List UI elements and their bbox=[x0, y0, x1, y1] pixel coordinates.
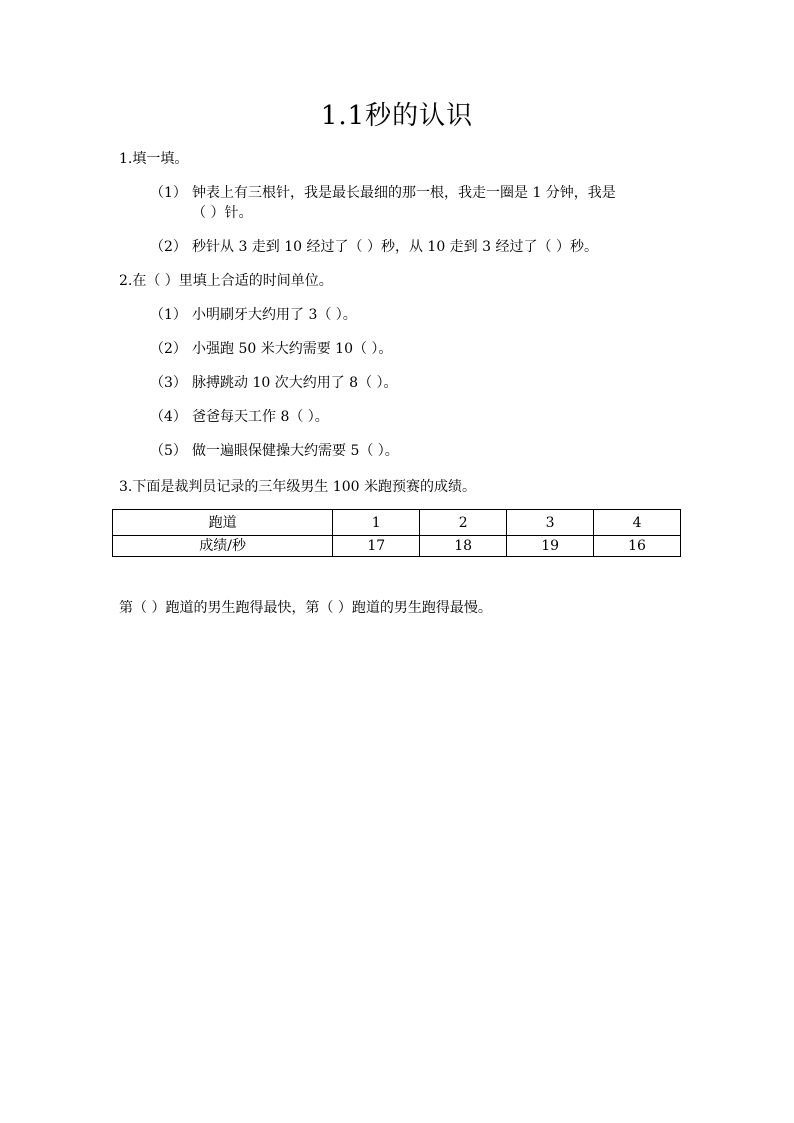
q2-item-3-text: 脉搏跳动 10 次大约用了 8（ ）。 bbox=[192, 375, 398, 391]
q2-item-3-number: （3） bbox=[150, 375, 187, 391]
table-cell: 1 bbox=[333, 510, 420, 536]
q1-heading: 1.填一填。 bbox=[119, 151, 189, 167]
table-cell: 18 bbox=[420, 536, 507, 557]
q1-item-1-text-line1: 钟表上有三根针，我是最长最细的那一根，我走一圈是 1 分钟，我是 bbox=[192, 185, 616, 201]
table-cell: 跑道 bbox=[113, 510, 333, 536]
table-cell: 19 bbox=[507, 536, 594, 557]
q2-item-1-number: （1） bbox=[150, 307, 187, 323]
q2-heading: 2.在（ ）里填上合适的时间单位。 bbox=[119, 273, 333, 289]
q1-item-2-text: 秒针从 3 走到 10 经过了（ ）秒，从 10 走到 3 经过了（ ）秒。 bbox=[192, 239, 598, 255]
q3-heading: 3.下面是裁判员记录的三年级男生 100 米跑预赛的成绩。 bbox=[119, 479, 476, 495]
q2-item-5-text: 做一遍眼保健操大约需要 5（ ）。 bbox=[192, 443, 399, 459]
q1-item-2-number: （2） bbox=[150, 239, 187, 255]
table-cell: 16 bbox=[594, 536, 681, 557]
q1-item-1-number: （1） bbox=[150, 185, 187, 201]
table-cell: 成绩/秒 bbox=[113, 536, 333, 557]
table-cell: 2 bbox=[420, 510, 507, 536]
q3-followup-question: 第（ ）跑道的男生跑得最快，第（ ）跑道的男生跑得最慢。 bbox=[119, 600, 492, 616]
q2-item-4-text: 爸爸每天工作 8（ ）。 bbox=[192, 409, 329, 425]
results-table bbox=[112, 509, 681, 557]
table-header-row bbox=[113, 510, 681, 536]
q2-item-1-text: 小明刷牙大约用了 3（ ）。 bbox=[192, 307, 357, 323]
table-cell: 4 bbox=[594, 510, 681, 536]
q1-item-1-text-line2: （ ）针。 bbox=[192, 205, 253, 221]
table-cell: 17 bbox=[333, 536, 420, 557]
q2-item-2-number: （2） bbox=[150, 341, 187, 357]
q2-item-4-number: （4） bbox=[150, 409, 187, 425]
table-cell: 3 bbox=[507, 510, 594, 536]
page-title: 1.1秒的认识 bbox=[320, 101, 474, 131]
q2-item-2-text: 小强跑 50 米大约需要 10（ ）。 bbox=[192, 341, 393, 357]
q2-item-5-number: （5） bbox=[150, 443, 187, 459]
table-row bbox=[113, 536, 681, 557]
